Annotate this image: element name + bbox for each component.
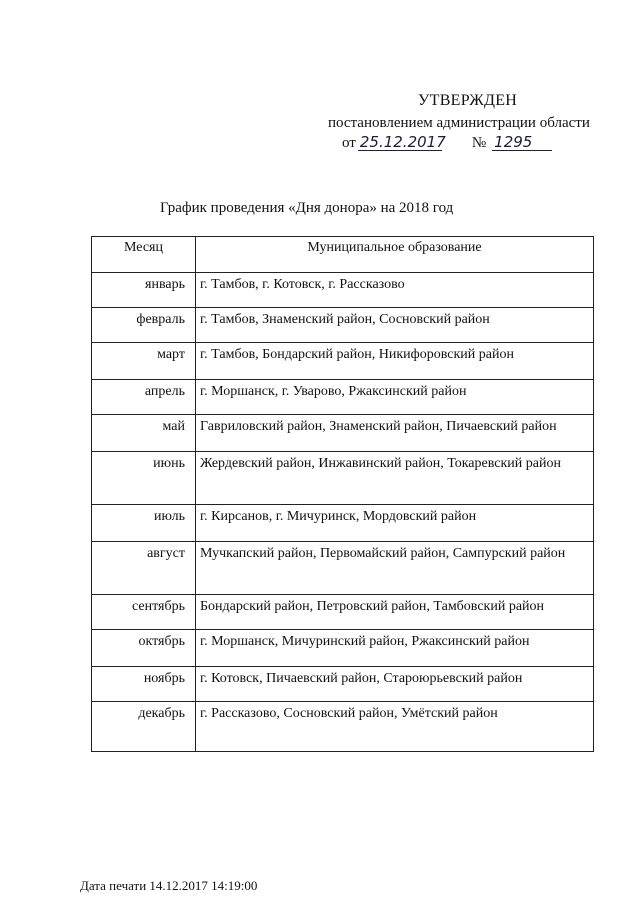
area-cell: Бондарский район, Петровский район, Тамбовский район [196,595,594,630]
table-row [92,380,594,415]
print-date-footer: Дата печати 14.12.2017 14:19:00 [80,878,258,893]
table-header-row [92,237,594,273]
approval-date-line [342,135,552,152]
approval-authority: постановлением администрации области [328,115,590,131]
table-row [92,343,594,380]
table-row [92,452,594,505]
month-cell: февраль [92,308,196,343]
area-cell: г. Моршанск, г. Уварово, Ржаксинский район [196,380,594,415]
header-municipality: Муниципальное образование [196,237,594,273]
table-row [92,308,594,343]
month-cell: июль [92,505,196,542]
approval-title: УТВЕРЖДЕН [418,92,518,109]
month-cell: март [92,343,196,380]
area-cell: г. Тамбов, Бондарский район, Никифоровский район [196,343,594,380]
month-cell: апрель [92,380,196,415]
donor-day-schedule-table [91,236,594,752]
table-row [92,415,594,452]
table-row [92,702,594,752]
table-row [92,667,594,702]
month-cell: ноябрь [92,667,196,702]
area-cell: Жердевский район, Инжавинский район, Токаревский район [196,452,594,505]
month-cell: октябрь [92,630,196,667]
handwritten-date: 25.12.2017 [359,133,446,151]
month-cell: сентябрь [92,595,196,630]
area-cell: г. Моршанск, Мичуринский район, Ржаксинский район [196,630,594,667]
area-cell: г. Тамбов, г. Котовск, г. Рассказово [196,273,594,308]
area-cell: Гавриловский район, Знаменский район, Пичаевский район [196,415,594,452]
header-month: Месяц [92,237,196,273]
document-title: График проведения «Дня донора» на 2018 год [160,200,454,216]
table-row [92,273,594,308]
area-cell: г. Кирсанов, г. Мичуринск, Мордовский район [196,505,594,542]
table-row [92,505,594,542]
handwritten-number: 1295 [492,135,552,151]
month-cell: январь [92,273,196,308]
month-cell: август [92,542,196,595]
month-cell: май [92,415,196,452]
area-cell: Мучкапский район, Первомайский район, Сампурский район [196,542,594,595]
from-label: от [342,135,356,151]
table-row [92,630,594,667]
month-cell: июнь [92,452,196,505]
table-row [92,595,594,630]
area-cell: г. Рассказово, Сосновский район, Умётский район [196,702,594,752]
table-row [92,542,594,595]
area-cell: г. Тамбов, Знаменский район, Сосновский район [196,308,594,343]
area-cell: г. Котовск, Пичаевский район, Староюрьевский район [196,667,594,702]
number-label: № [471,135,487,151]
month-cell: декабрь [92,702,196,752]
